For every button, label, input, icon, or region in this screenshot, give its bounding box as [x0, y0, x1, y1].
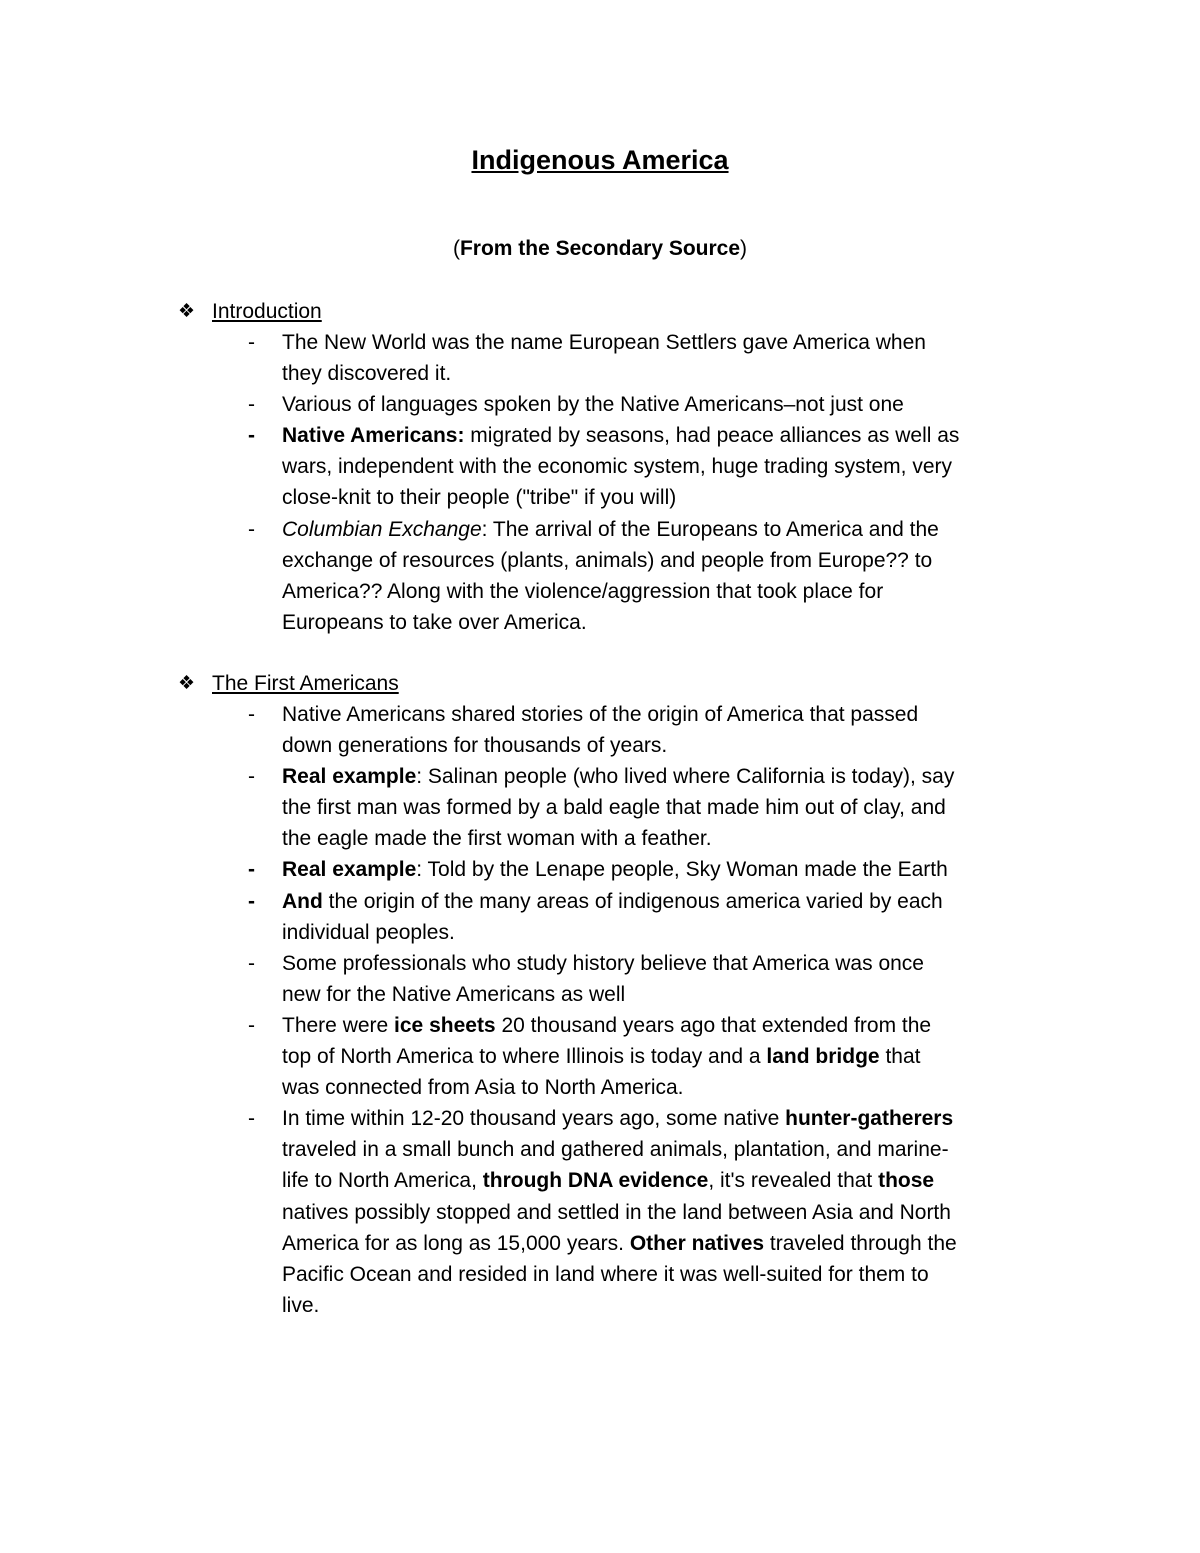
list-item — [178, 948, 962, 1010]
section-heading — [178, 296, 1078, 327]
list-item — [178, 886, 962, 948]
section-heading-label: The First Americans — [212, 672, 399, 695]
body-text: The New World was the name European Settlers gave America when they discovered it. — [282, 331, 926, 386]
bold-text: Real example — [282, 765, 417, 789]
body-text: Native Americans shared stories of the origin of America that passed down generations for thousands of years. — [282, 703, 919, 758]
dash-bullet-icon: - — [248, 1013, 255, 1037]
list-item — [178, 1103, 962, 1321]
dash-bullet-icon: - — [248, 331, 255, 354]
body-text: the origin of the many areas of indigenous america varied by each individual peoples. — [282, 889, 943, 944]
dash-bullet-icon: - — [248, 765, 255, 789]
list-item — [178, 420, 962, 513]
body-text: Various of languages spoken by the Native Americans–not just one — [282, 393, 904, 417]
dash-bullet-icon: - — [248, 517, 255, 541]
section-heading — [178, 668, 1078, 699]
dash-bullet-icon: - — [248, 858, 255, 882]
subtitle-close-paren: ) — [740, 237, 748, 260]
bold-text: land bridge — [766, 1045, 880, 1069]
body-text: In time within 12-20 thousand years ago, some native — [282, 1107, 786, 1131]
list-item — [178, 514, 962, 638]
body-text: traveled through the Pacific Ocean and resided in land where it was well-suited for them to live. — [282, 1231, 957, 1317]
bold-text: those — [878, 1169, 935, 1193]
bold-text: Real example — [282, 858, 417, 882]
body-text: Some professionals who study history believe that America was once new for the Native Americans as well — [282, 951, 924, 1006]
body-text: that was connected from Asia to North America. — [282, 1045, 921, 1100]
list-item — [178, 389, 962, 420]
bold-text: And — [282, 889, 323, 913]
dash-bullet-icon: - — [248, 1107, 255, 1131]
subtitle-open-paren: ( — [452, 237, 460, 260]
section-heading-label: Introduction — [212, 300, 322, 323]
body-text: 20 thousand years ago that extended from the top of North America to where Illinois is today and a — [282, 1013, 932, 1069]
subtitle-source: From the Secondary Source — [459, 237, 741, 260]
body-text: : The arrival of the Europeans to America and the exchange of resources (plants, animals) and people from Europe?? to America?? Along with the violence/aggression that took place for Europeans to take over America. — [282, 517, 939, 634]
document-subtitle — [0, 233, 1200, 264]
section-first-americans — [178, 668, 1078, 1321]
body-text: : Told by the Lenape people, Sky Woman made the Earth — [416, 858, 948, 882]
body-text: There were — [282, 1013, 395, 1037]
body-text: migrated by seasons, had peace alliances as well as wars, independent with the economic system, huge trading system, very close-knit to their people ("tribe" if you will) — [282, 424, 960, 510]
bold-text: Native Americans: — [282, 424, 465, 448]
list-item — [178, 1010, 962, 1103]
dash-bullet-icon: - — [248, 424, 255, 448]
bold-text: through DNA evidence — [482, 1169, 709, 1193]
dash-bullet-icon: - — [248, 703, 255, 726]
diamond-bullet-icon: ❖ — [178, 301, 196, 322]
body-text: : Salinan people (who lived where California is today), say the first man was formed by a bald eagle that made him out of clay, and the eagle made the first woman with a feather. — [282, 765, 955, 851]
body-text: natives possibly stopped and settled in the land between Asia and North America for as long as 15,000 years. — [282, 1200, 951, 1255]
italic-text: Columbian Exchange — [282, 517, 482, 541]
body-text: traveled in a small bunch and gathered animals, plantation, and marine-life to North America, — [282, 1138, 949, 1193]
bold-text: Other natives — [629, 1231, 765, 1255]
body-text: , it's revealed that — [708, 1169, 879, 1193]
dash-bullet-icon: - — [248, 393, 255, 417]
bullet-list — [178, 699, 1078, 1321]
list-item — [178, 327, 962, 389]
dash-bullet-icon: - — [248, 951, 255, 975]
bullet-list — [178, 327, 1078, 638]
bold-text: ice sheets — [394, 1013, 496, 1037]
list-item — [178, 854, 962, 885]
section-introduction — [178, 296, 1078, 638]
list-item — [178, 699, 962, 761]
document-title: Indigenous America — [471, 145, 729, 175]
bold-text: hunter-gatherers — [785, 1107, 954, 1131]
dash-bullet-icon: - — [248, 889, 255, 913]
list-item — [178, 761, 962, 854]
diamond-bullet-icon: ❖ — [178, 673, 196, 694]
